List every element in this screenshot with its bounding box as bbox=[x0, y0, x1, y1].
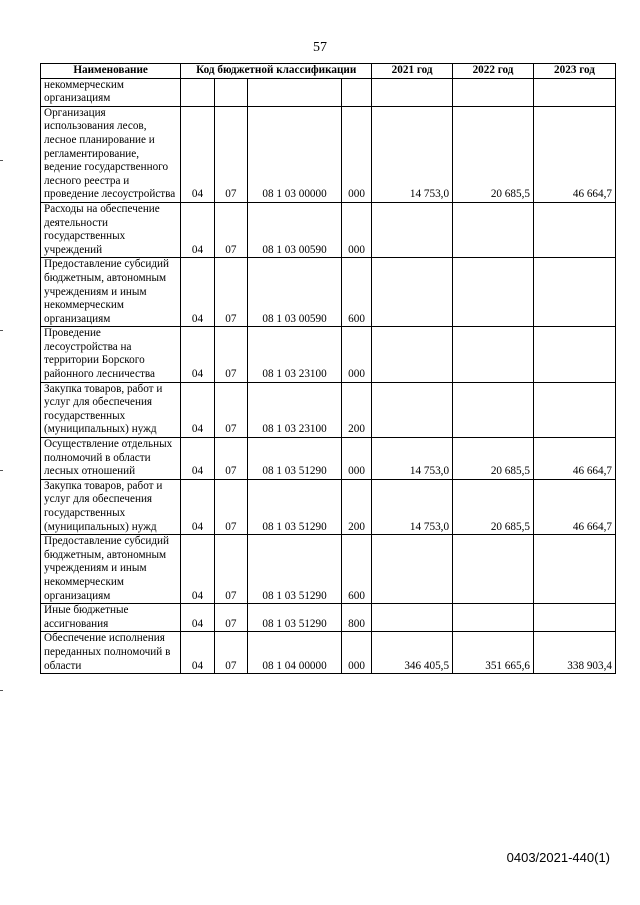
scan-edge-marks bbox=[0, 0, 4, 905]
amount-2022-cell bbox=[453, 78, 534, 106]
header-code: Код бюджетной классификации bbox=[181, 64, 372, 79]
expense-type-cell: 000 bbox=[341, 632, 371, 674]
amount-2022-cell: 20 685,5 bbox=[453, 438, 534, 480]
table-header-row bbox=[41, 64, 616, 79]
table-row bbox=[41, 106, 616, 202]
section-code-cell: 04 bbox=[181, 632, 214, 674]
target-article-cell: 08 1 04 00000 bbox=[248, 632, 342, 674]
amount-2021-cell: 346 405,5 bbox=[372, 632, 453, 674]
amount-2023-cell bbox=[533, 535, 615, 604]
subsection-code-cell: 07 bbox=[214, 535, 247, 604]
table-body bbox=[41, 78, 616, 674]
amount-2022-cell bbox=[453, 535, 534, 604]
amount-2022-cell bbox=[453, 604, 534, 632]
subsection-code-cell: 07 bbox=[214, 106, 247, 202]
section-code-cell: 04 bbox=[181, 202, 214, 257]
amount-2021-cell: 14 753,0 bbox=[372, 438, 453, 480]
section-code-cell: 04 bbox=[181, 382, 214, 437]
table-row bbox=[41, 258, 616, 327]
section-code-cell: 04 bbox=[181, 106, 214, 202]
amount-2023-cell: 46 664,7 bbox=[533, 479, 615, 534]
expense-type-cell: 600 bbox=[341, 535, 371, 604]
amount-2023-cell bbox=[533, 258, 615, 327]
amount-2022-cell: 351 665,6 bbox=[453, 632, 534, 674]
target-article-cell: 08 1 03 51290 bbox=[248, 479, 342, 534]
amount-2023-cell bbox=[533, 202, 615, 257]
target-article-cell bbox=[248, 78, 342, 106]
subsection-code-cell: 07 bbox=[214, 258, 247, 327]
amount-2022-cell bbox=[453, 382, 534, 437]
expense-type-cell: 800 bbox=[341, 604, 371, 632]
section-code-cell bbox=[181, 78, 214, 106]
subsection-code-cell bbox=[214, 78, 247, 106]
amount-2023-cell: 46 664,7 bbox=[533, 106, 615, 202]
expense-type-cell: 000 bbox=[341, 438, 371, 480]
target-article-cell: 08 1 03 00000 bbox=[248, 106, 342, 202]
amount-2023-cell bbox=[533, 604, 615, 632]
table-row bbox=[41, 632, 616, 674]
amount-2021-cell bbox=[372, 258, 453, 327]
expense-type-cell bbox=[341, 78, 371, 106]
amount-2021-cell: 14 753,0 bbox=[372, 479, 453, 534]
row-name-cell: Закупка товаров, работ и услуг для обеспечения государственных (муниципальных) нужд bbox=[41, 382, 181, 437]
table-row bbox=[41, 327, 616, 382]
subsection-code-cell: 07 bbox=[214, 479, 247, 534]
amount-2022-cell: 20 685,5 bbox=[453, 479, 534, 534]
expense-type-cell: 200 bbox=[341, 382, 371, 437]
table-row bbox=[41, 604, 616, 632]
row-name-cell: Иные бюджетные ассигнования bbox=[41, 604, 181, 632]
amount-2023-cell: 338 903,4 bbox=[533, 632, 615, 674]
row-name-cell: Осуществление отдельных полномочий в области лесных отношений bbox=[41, 438, 181, 480]
expense-type-cell: 000 bbox=[341, 202, 371, 257]
amount-2021-cell bbox=[372, 382, 453, 437]
header-2023: 2023 год bbox=[533, 64, 615, 79]
section-code-cell: 04 bbox=[181, 258, 214, 327]
subsection-code-cell: 07 bbox=[214, 327, 247, 382]
amount-2021-cell bbox=[372, 78, 453, 106]
amount-2021-cell bbox=[372, 604, 453, 632]
target-article-cell: 08 1 03 23100 bbox=[248, 382, 342, 437]
amount-2023-cell bbox=[533, 327, 615, 382]
amount-2022-cell bbox=[453, 327, 534, 382]
document-code: 0403/2021-440(1) bbox=[506, 850, 610, 865]
table-row bbox=[41, 535, 616, 604]
amount-2021-cell bbox=[372, 202, 453, 257]
amount-2021-cell bbox=[372, 535, 453, 604]
table-row bbox=[41, 202, 616, 257]
page-number: 57 bbox=[313, 40, 327, 55]
expense-type-cell: 000 bbox=[341, 106, 371, 202]
subsection-code-cell: 07 bbox=[214, 382, 247, 437]
amount-2022-cell bbox=[453, 202, 534, 257]
row-name-cell: Организация использования лесов, лесное планирование и регламентирование, ведение государственного лесного реестра и проведение лесоустройства bbox=[41, 106, 181, 202]
amount-2022-cell bbox=[453, 258, 534, 327]
section-code-cell: 04 bbox=[181, 327, 214, 382]
expense-type-cell: 000 bbox=[341, 327, 371, 382]
header-2022: 2022 год bbox=[453, 64, 534, 79]
header-name: Наименование bbox=[41, 64, 181, 79]
row-name-cell: Обеспечение исполнения переданных полномочий в области bbox=[41, 632, 181, 674]
header-2021: 2021 год bbox=[372, 64, 453, 79]
amount-2022-cell: 20 685,5 bbox=[453, 106, 534, 202]
target-article-cell: 08 1 03 00590 bbox=[248, 202, 342, 257]
subsection-code-cell: 07 bbox=[214, 438, 247, 480]
subsection-code-cell: 07 bbox=[214, 632, 247, 674]
table-row bbox=[41, 438, 616, 480]
row-name-cell: Предоставление субсидий бюджетным, автономным учреждениям и иным некоммерческим организациям bbox=[41, 535, 181, 604]
row-name-cell: Расходы на обеспечение деятельности государственных учреждений bbox=[41, 202, 181, 257]
table-row bbox=[41, 382, 616, 437]
table-row bbox=[41, 479, 616, 534]
target-article-cell: 08 1 03 51290 bbox=[248, 438, 342, 480]
amount-2021-cell: 14 753,0 bbox=[372, 106, 453, 202]
target-article-cell: 08 1 03 51290 bbox=[248, 535, 342, 604]
section-code-cell: 04 bbox=[181, 535, 214, 604]
row-name-cell: Предоставление субсидий бюджетным, автономным учреждениям и иным некоммерческим организациям bbox=[41, 258, 181, 327]
section-code-cell: 04 bbox=[181, 438, 214, 480]
expense-type-cell: 200 bbox=[341, 479, 371, 534]
amount-2023-cell bbox=[533, 78, 615, 106]
section-code-cell: 04 bbox=[181, 604, 214, 632]
target-article-cell: 08 1 03 00590 bbox=[248, 258, 342, 327]
row-name-cell: некоммерческим организациям bbox=[41, 78, 181, 106]
row-name-cell: Закупка товаров, работ и услуг для обеспечения государственных (муниципальных) нужд bbox=[41, 479, 181, 534]
subsection-code-cell: 07 bbox=[214, 202, 247, 257]
subsection-code-cell: 07 bbox=[214, 604, 247, 632]
target-article-cell: 08 1 03 23100 bbox=[248, 327, 342, 382]
expense-type-cell: 600 bbox=[341, 258, 371, 327]
amount-2023-cell bbox=[533, 382, 615, 437]
amount-2023-cell: 46 664,7 bbox=[533, 438, 615, 480]
section-code-cell: 04 bbox=[181, 479, 214, 534]
target-article-cell: 08 1 03 51290 bbox=[248, 604, 342, 632]
budget-table bbox=[40, 63, 616, 674]
amount-2021-cell bbox=[372, 327, 453, 382]
row-name-cell: Проведение лесоустройства на территории Борского районного лесничества bbox=[41, 327, 181, 382]
table-row bbox=[41, 78, 616, 106]
